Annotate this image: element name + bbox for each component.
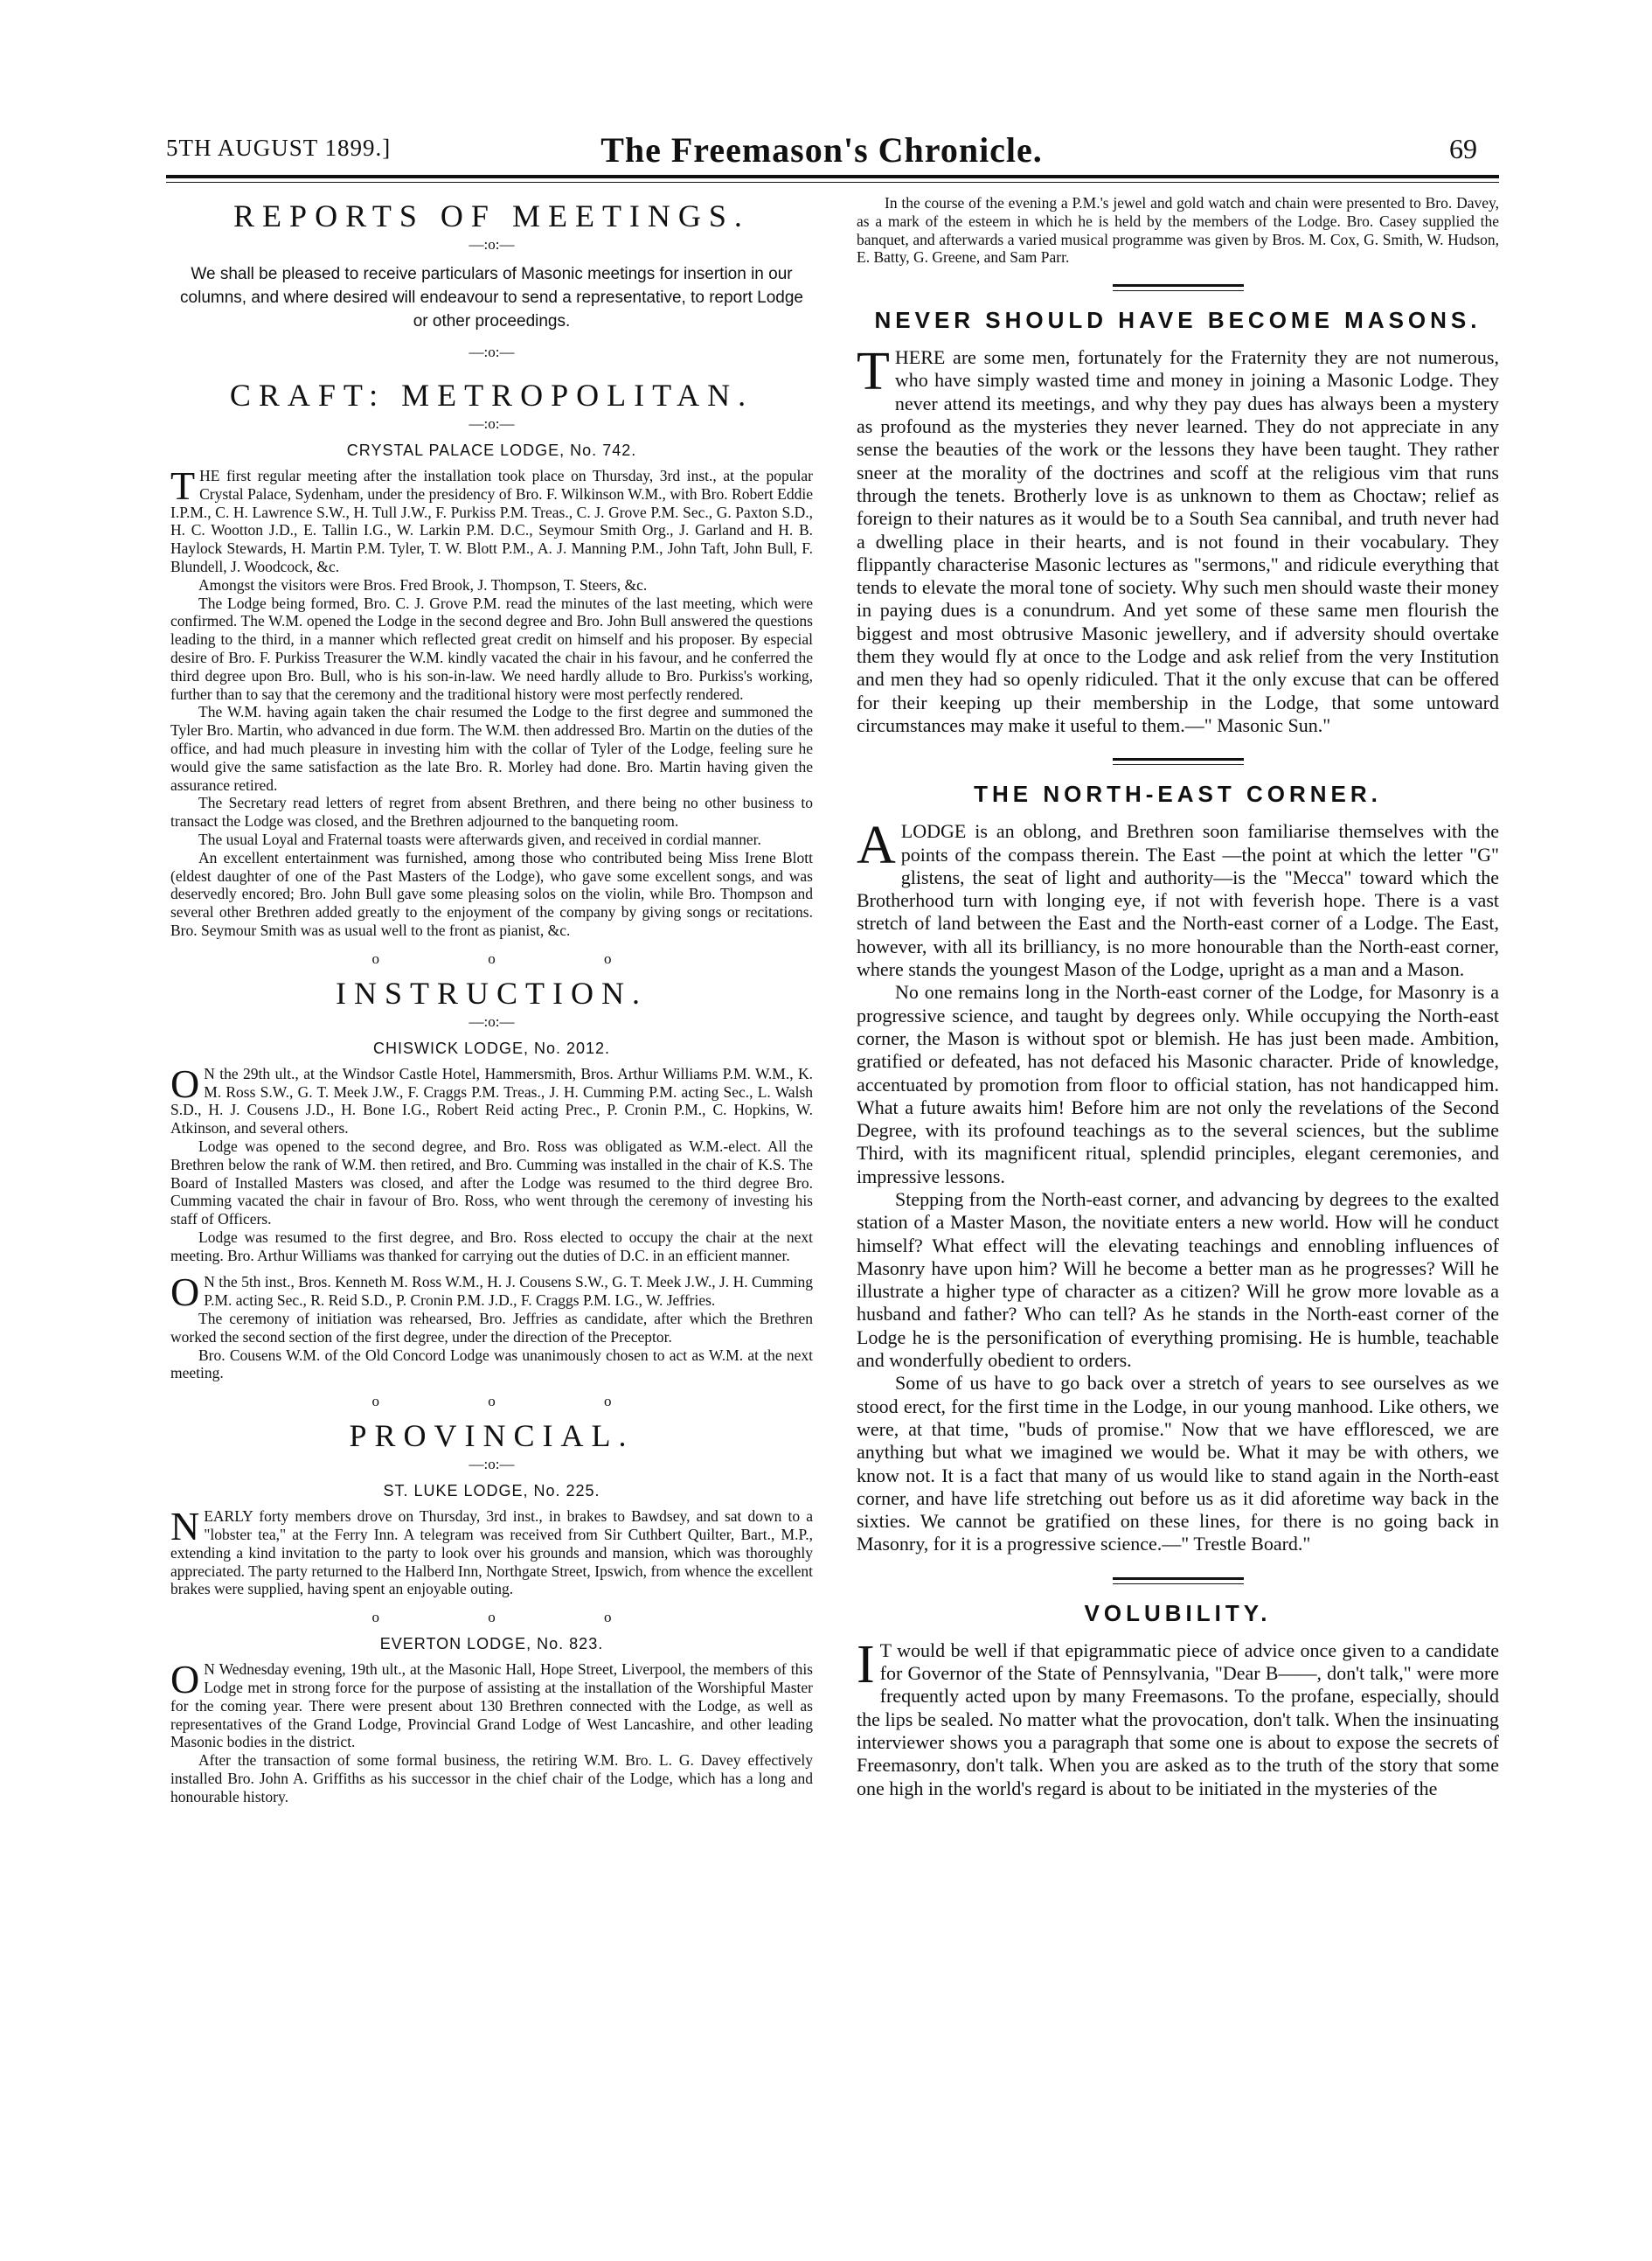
separator: —:o:— <box>469 415 515 432</box>
masthead-title: The Freemason's Chronicle. <box>600 130 1043 170</box>
paragraph: The ceremony of initiation was rehearsed, Bro. Jeffries as candidate, after which the Brethren worked the second section of the first degree, under the direction of the Preceptor. <box>170 1310 813 1346</box>
crystal-palace-report <box>170 463 813 940</box>
lodge-heading-crystal-palace: CRYSTAL PALACE LODGE, No. 742. <box>346 442 637 459</box>
lodge-heading-chiswick: CHISWICK LODGE, No. 2012. <box>372 1039 611 1057</box>
lodge-heading-st-luke: ST. LUKE LODGE, No. 225. <box>383 1482 600 1500</box>
instruction-title: INSTRUCTION. <box>336 975 648 1011</box>
separator: —:o:— <box>469 236 515 253</box>
paragraph: No one remains long in the North-east corner of the Lodge, for Masonry is a progressive science, and taught by degrees only. While occupying the North-east corner, the Mason is without spot or blemish. He has just been made. Ambition, gratified or defeated, has not defaced his Masonic character. Pride of knowledge, accentuated by promotion from floor to official station, has not handicapped him. What a future awaits him! Before him are not only the revelations of the Second Degree, with its profound teachings as to the several sciences, but the sublime Third, with its magnificent ritual, splendid principles, elegant ceremonies, and impressive lessons. <box>857 981 1499 1187</box>
section-dots: o o o <box>371 1393 664 1410</box>
header-rule <box>166 175 1499 178</box>
chiswick-report-2 <box>170 1270 813 1382</box>
article-divider <box>1113 1577 1244 1580</box>
article-divider <box>1113 758 1244 761</box>
paragraph: After the transaction of some formal business, the retiring W.M. Bro. L. G. Davey effectively installed Bro. John A. Griffiths as his successor in the chief chair of the Lodge, which has a long and honourable history. <box>170 1751 813 1805</box>
paragraph: The usual Loyal and Fraternal toasts were afterwards given, and received in cordial manner. <box>198 830 761 848</box>
article-divider-thin <box>1113 1583 1244 1584</box>
page-header <box>166 129 1477 178</box>
paragraph: HE first regular meeting after the installation took place on Thursday, 3rd inst., at the popular Crystal Palace, Sydenham, under the presidency of Bro. F. Wilkinson W.M., with Bro. Robert Eddie I.P.M., C. H. Lawrence S.W., H. Tull J.W., F. Purkiss P.M. Treas., C. J. Grove P.M. Sec., G. Paxton S.D., H. C. Wootton J.D., E. Tallin I.G., W. Larkin P.M. D.C., Seymour Smith Org., J. Garland and H. B. Haylock Stewards, H. Martin P.M. Tyler, T. W. Blott P.M., A. J. Manning P.M., John Taft, John Bull, F. Blundell, J. Woodcock, &c. <box>170 467 813 575</box>
drop-cap: N <box>170 1504 200 1549</box>
paragraph: Bro. Cousens W.M. of the Old Concord Lodge was unanimously chosen to act as W.M. at the next meeting. <box>170 1346 813 1382</box>
drop-cap: O <box>170 1270 200 1315</box>
article-north-east <box>857 816 1499 1556</box>
everton-continuation <box>857 194 1499 267</box>
article-title-north-east: THE NORTH-EAST CORNER. <box>974 781 1382 808</box>
paragraph: Lodge was resumed to the first degree, and Bro. Ross elected to occupy the chair at the next meeting. Bro. Arthur Williams was thanked for carrying out the duties of D.C. in an efficient manner. <box>170 1228 813 1264</box>
article-divider-thin <box>1113 290 1244 291</box>
provincial-title: PROVINCIAL. <box>349 1418 635 1454</box>
issue-date: 5TH AUGUST 1899.] <box>166 135 392 161</box>
paragraph: Some of us have to go back over a stretch of years to see ourselves as we stood erect, for the first time in the Lodge, in our young manhood. Like others, we were, at that time, "buds of promise." Now that we have effloresced, we are anything but what we imagined we would be. What it may be with others, we know not. It is a fact that many of us would like to stand again in the North-east corner, and have life stretching out before us as it did aforetime way back in the sixties. We cannot be gratified on these lines, for there is no going back in Masonry, for it is a progressive science.—" Trestle Board." <box>857 1372 1499 1555</box>
reports-intro: We shall be pleased to receive particulars of Masonic meetings for insertion in our columns, and where desired will endeavour to send a representative, to report Lodge or other proceedings. <box>180 265 803 330</box>
paragraph: LODGE is an oblong, and Brethren soon familiarise themselves with the points of the compass therein. The East —the point at which the letter "G" glistens, the seat of light and authority—is the "Mecca" toward which the Brotherhood turn with longing eye, if not with feverish hope. There is a vast stretch of land between the East and the North-east corner of a Lodge. The East, however, with all its brilliancy, is no more honourable than the North-east corner, where stands the youngest Mason of the Lodge, upright as a man and a Mason. <box>857 820 1499 981</box>
paragraph: T would be well if that epigrammatic piece of advice once given to a candidate for Governor of the State of Pennsylvania, "Dear B——, don't talk," were more frequently acted upon by many Freemasons. To the profane, especially, should the lips be sealed. No matter what the provocation, don't talk. When the insinuating interviewer shows you a paragraph that some one is about to expose the secrets of Freemasonry, don't talk. When you are asked as to the truth of the story that some one high in the world's regard is about to be initiated in the mysteries of the <box>857 1638 1499 1799</box>
article-divider-thin <box>1113 764 1244 765</box>
header-rule-thin <box>166 182 1499 183</box>
paragraph: HERE are some men, fortunately for the Fraternity they are not numerous, who have simply wasted time and money in joining a Masonic Lodge. They never attend its meetings, and why they pay dues has always been a mystery as profound as the mysteries they never learned. They do not appreciate in any sense the beauties of the work or the lessons they have been taught. They rather sneer at the morality of the doctrines and scoff at the religious vim that runs through the tenets. Brotherly love is as unknown to them as Choctaw; relief as foreign to their natures as it would be to a South Sea cannibal, and truth never had a dwelling place in their hearts, and is not found in their vocabulary. They flippantly characterise Masonic lectures as "sermons," and ridicule everything that tends to elevate the moral tone of society. Why such men should waste their money in paying dues is a conundrum. And yet some of these same men flourish the biggest and most obtrusive Masonic jewellery, and if adversity should overtake them they would fly at once to the Lodge and ask relief from the very Institution and men they had so openly ridiculed. That it the only excuse that can be offered for their keeping up their membership in the Lodge, that some untoward circumstances may make it useful to them.—" Masonic Sun." <box>857 346 1499 736</box>
article-volubility <box>857 1634 1499 1800</box>
right-column <box>857 194 1499 1800</box>
paragraph: In the course of the evening a P.M.'s jewel and gold watch and chain were presented to Bro. Davey, as a mark of the esteem in which he is held by the members of the Lodge. Bro. Casey supplied the banquet, and afterwards a varied musical programme was given by Bros. M. Cox, G. Smith, W. Hudson, E. Batty, G. Greene, and Sam Parr. <box>857 194 1499 267</box>
separator: —:o:— <box>469 1456 515 1473</box>
paragraph: EARLY forty members drove on Thursday, 3rd inst., in brakes to Bawdsey, and sat down to a "lobster tea," at the Ferry Inn. A telegram was received from Sir Cuthbert Quilter, Bart., M.P., extending a kind invitation to the party to look over his grounds and mansion, which was thoroughly appreciated. The party returned to the Halberd Inn, Northgate Street, Ipswich, from whence the excellent brakes were supplied, having spent an enjoyable outing. <box>170 1507 813 1598</box>
everton-report <box>170 1657 813 1805</box>
paragraph: N the 29th ult., at the Windsor Castle Hotel, Hammersmith, Bros. Arthur Williams P.M. W.M., K. M. Ross S.W., G. T. Meek J.W., F. Craggs P.M. Treas., J. H. Cumming P.M. acting Sec., L. Walsh S.D., H. J. Cousens J.D., H. Bone I.G., Robert Reid acting Prec., P. Cronin P.M., C. Hopkins, W. Atkinson, and several others. <box>170 1064 813 1137</box>
craft-title: CRAFT: METROPOLITAN. <box>229 378 754 413</box>
drop-cap: A <box>857 816 896 876</box>
drop-cap: O <box>170 1061 200 1106</box>
separator: —:o:— <box>469 1012 515 1030</box>
st-luke-report <box>170 1504 813 1598</box>
drop-cap: T <box>170 463 196 508</box>
drop-cap: O <box>170 1657 200 1702</box>
section-dots: o o o <box>371 1609 664 1626</box>
drop-cap: T <box>857 342 890 402</box>
drop-cap: I <box>857 1634 875 1694</box>
page-number: 69 <box>1449 133 1477 164</box>
article-title-never-should: NEVER SHOULD HAVE BECOME MASONS. <box>874 307 1482 334</box>
chiswick-report <box>170 1061 813 1265</box>
paragraph: Stepping from the North-east corner, and advancing by degrees to the exalted station of a Master Mason, the novitiate enters a new world. How will he conduct himself? What effect will the elevating teachings and ennobling influences of Masonry have upon him? Will he become a better man as he progresses? Will he illustrate a higher type of character as a citizen? Will he grow more lovable as a husband and father? Who can tell? As he stands in the North-east corner of the Lodge he is the personification of everything promising. He is humble, teachable and wonderfully obedient to orders. <box>857 1187 1499 1372</box>
article-title-volubility: VOLUBILITY. <box>1084 1599 1272 1626</box>
article-never-should <box>857 342 1499 737</box>
paragraph: N the 5th inst., Bros. Kenneth M. Ross W.M., H. J. Cousens S.W., G. T. Meek J.W., J. H. Cumming P.M. acting Sec., R. Reid S.D., P. Cronin P.M. J.D., F. Craggs P.M. I.G., W. Jeffries. <box>204 1273 813 1310</box>
paragraph: N Wednesday evening, 19th ult., at the Masonic Hall, Hope Street, Liverpool, the members of this Lodge met in strong force for the purpose of assisting at the installation of the Worshipful Master for the coming year. There were present about 130 Brethren connected with the Lodge, as well as representatives of the Grand Lodge, Provincial Grand Lodge of West Lancashire, and other leading Masonic bodies in the district. <box>170 1660 813 1751</box>
paragraph: Amongst the visitors were Bros. Fred Brook, J. Thompson, T. Steers, &c. <box>198 575 648 594</box>
article-divider <box>1113 284 1244 287</box>
separator: —:o:— <box>469 344 515 360</box>
section-dots: o o o <box>371 950 664 967</box>
left-column <box>170 194 813 1806</box>
reports-title: REPORTS OF MEETINGS. <box>233 198 750 233</box>
paragraph: The Secretary read letters of regret from absent Brethren, and there being no other business to transact the Lodge was closed, and the Brethren adjourned to the banqueting room. <box>170 794 813 831</box>
paragraph: The W.M. having again taken the chair resumed the Lodge to the first degree and summoned the Tyler Bro. Martin, who advanced in due form. The W.M. then addressed Bro. Martin on the duties of the office, and had much pleasure in investing him with the collar of Tyler of the Lodge, feeling sure he would give the same satisfaction as the late Bro. R. Morley had done. Bro. Martin having given the assurance retired. <box>170 703 813 794</box>
lodge-heading-everton: EVERTON LODGE, No. 823. <box>379 1635 604 1653</box>
paragraph: Lodge was opened to the second degree, and Bro. Ross was obligated as W.M.-elect. All the Brethren below the rank of W.M. then retired, and Bro. Cumming was installed in the chair of K.S. The Board of Installed Masters was closed, and after the Lodge was resumed to the third degree Bro. Cumming vacated the chair in favour of Bro. Ross, who went through the ceremony of investing his staff of Officers. <box>170 1137 813 1228</box>
paragraph: The Lodge being formed, Bro. C. J. Grove P.M. read the minutes of the last meeting, which were confirmed. The W.M. opened the Lodge in the second degree and Bro. John Bull answered the questions leading to the third, in a manner which reflected great credit on himself and his proposer. By especial desire of Bro. F. Purkiss Treasurer the W.M. kindly vacated the chair in his favour, and he conferred the third degree upon Bro. Bull, who is his son-in-law. We need hardly allude to Bro. Purkiss's working, further than to say that the ceremony and the traditional history were most perfectly rendered. <box>170 594 813 703</box>
paragraph: An excellent entertainment was furnished, among those who contributed being Miss Irene Blott (eldest daughter of one of the Past Masters of the Lodge), who gave some excellent songs, and was deservedly encored; Bro. John Bull gave some pleasing solos on the violin, while Bro. Thompson and several other Brethren added greatly to the enjoyment of the company by giving songs or recitations. Bro. Seymour Smith was as usual well to the front as pianist, &c. <box>170 848 813 939</box>
